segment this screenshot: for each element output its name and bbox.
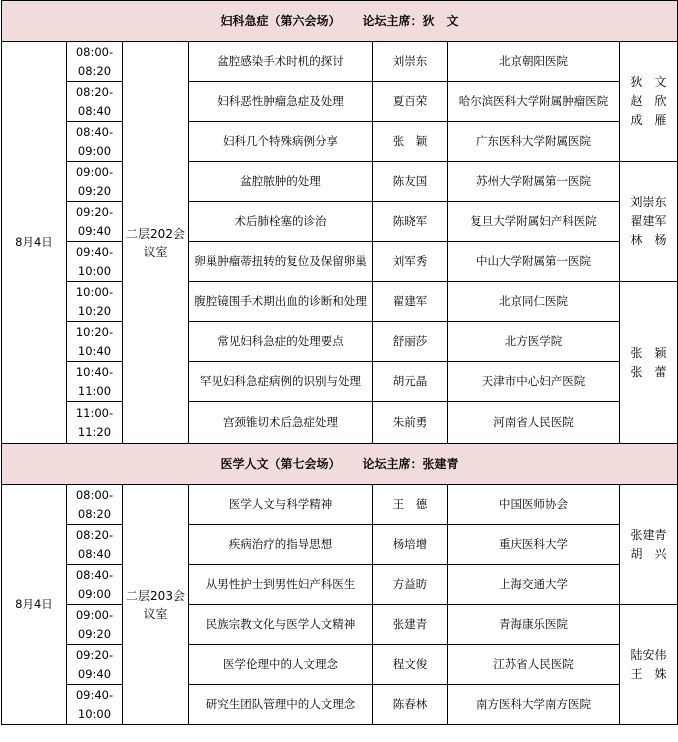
time-slot: 10:20-10:40 — [67, 322, 123, 362]
moderator-name: 狄 文 — [630, 75, 667, 89]
session-header-row — [2, 444, 678, 485]
time-slot: 09:00-09:20 — [67, 605, 123, 645]
moderator-group — [620, 42, 678, 162]
time-slot: 09:40-10:00 — [67, 685, 123, 725]
moderator-name: 张建青 — [630, 527, 667, 542]
moderator-name: 林 杨 — [630, 233, 667, 247]
time-slot: 09:00-09:20 — [67, 162, 123, 202]
schedule-row — [2, 402, 678, 444]
moderator-group — [620, 162, 678, 282]
speaker-name: 陈春林 — [373, 685, 448, 725]
moderator-group — [620, 605, 678, 725]
speaker-hospital: 北方医学院 — [448, 322, 620, 362]
speaker-hospital: 河南省人民医院 — [448, 402, 620, 444]
speaker-hospital: 北京朝阳医院 — [448, 42, 620, 82]
session-header — [2, 1, 678, 42]
talk-topic: 宫颈锥切术后急症处理 — [189, 402, 373, 444]
moderator-group — [620, 282, 678, 444]
speaker-hospital: 苏州大学附属第一医院 — [448, 162, 620, 202]
schedule-row — [2, 282, 678, 322]
speaker-hospital: 青海康乐医院 — [448, 605, 620, 645]
schedule-row — [2, 82, 678, 122]
talk-topic: 术后肺栓塞的诊治 — [189, 202, 373, 242]
talk-topic: 医学伦理中的人文理念 — [189, 645, 373, 685]
speaker-name: 朱前勇 — [373, 402, 448, 444]
speaker-name: 胡元晶 — [373, 362, 448, 402]
session-header-row — [2, 1, 678, 42]
chair-label: 论坛主席： — [362, 13, 423, 28]
session-date: 8月4日 — [2, 42, 67, 444]
talk-topic: 妇科恶性肿瘤急症及处理 — [189, 82, 373, 122]
talk-topic: 疾病治疗的指导思想 — [189, 525, 373, 565]
schedule-row — [2, 242, 678, 282]
schedule-row — [2, 162, 678, 202]
time-slot: 08:20-08:40 — [67, 525, 123, 565]
session-title: 妇科急症（第六会场） — [220, 13, 341, 28]
time-slot: 09:20-09:40 — [67, 645, 123, 685]
schedule-row — [2, 42, 678, 82]
time-slot: 10:40-11:00 — [67, 362, 123, 402]
talk-topic: 常见妇科急症的处理要点 — [189, 322, 373, 362]
schedule-row — [2, 322, 678, 362]
time-slot: 10:00-10:20 — [67, 282, 123, 322]
talk-topic: 研究生团队管理中的人文理念 — [189, 685, 373, 725]
speaker-hospital: 复旦大学附属妇产科医院 — [448, 202, 620, 242]
speaker-hospital: 江苏省人民医院 — [448, 645, 620, 685]
speaker-name: 翟建军 — [373, 282, 448, 322]
speaker-name: 程文俊 — [373, 645, 448, 685]
schedule-row — [2, 202, 678, 242]
time-slot: 08:40-09:00 — [67, 122, 123, 162]
time-slot: 08:40-09:00 — [67, 565, 123, 605]
session-date: 8月4日 — [2, 485, 67, 725]
session-title: 医学人文（第七会场） — [220, 456, 341, 471]
schedule-row — [2, 645, 678, 685]
speaker-name: 杨培增 — [373, 525, 448, 565]
schedule-row — [2, 122, 678, 162]
moderator-name: 胡 兴 — [630, 546, 667, 561]
speaker-hospital: 重庆医科大学 — [448, 525, 620, 565]
moderator-name: 赵 欣 — [630, 94, 667, 108]
speaker-name: 刘军秀 — [373, 242, 448, 282]
speaker-name: 方益昉 — [373, 565, 448, 605]
speaker-name: 张 颖 — [373, 122, 448, 162]
moderator-name: 张 颖 — [630, 345, 667, 360]
moderator-group — [620, 485, 678, 605]
moderator-name: 翟建军 — [630, 214, 667, 228]
moderator-name: 刘崇东 — [630, 195, 667, 209]
moderator-name: 陆安伟 — [630, 647, 667, 662]
schedule-row — [2, 525, 678, 565]
speaker-hospital: 中山大学附属第一医院 — [448, 242, 620, 282]
session-room: 二层202会议室 — [123, 42, 189, 444]
time-slot: 08:20-08:40 — [67, 82, 123, 122]
speaker-name: 张建青 — [373, 605, 448, 645]
time-slot: 09:20-09:40 — [67, 202, 123, 242]
speaker-name: 陈晓军 — [373, 202, 448, 242]
speaker-hospital: 北京同仁医院 — [448, 282, 620, 322]
talk-topic: 盆腔感染手术时机的探讨 — [189, 42, 373, 82]
speaker-hospital: 中国医师协会 — [448, 485, 620, 525]
talk-topic: 卵巢肿瘤蒂扭转的复位及保留卵巢 — [189, 242, 373, 282]
schedule-row — [2, 485, 678, 525]
speaker-name: 舒丽莎 — [373, 322, 448, 362]
talk-topic: 从男性护士到男性妇产科医生 — [189, 565, 373, 605]
chair-name: 狄 文 — [422, 13, 459, 28]
speaker-name: 刘崇东 — [373, 42, 448, 82]
schedule-row — [2, 685, 678, 725]
speaker-name: 王 德 — [373, 485, 448, 525]
chair-label: 论坛主席： — [362, 456, 423, 471]
moderator-name: 张 蕾 — [630, 364, 667, 379]
time-slot: 08:00-08:20 — [67, 485, 123, 525]
speaker-hospital: 上海交通大学 — [448, 565, 620, 605]
talk-topic: 民族宗教文化与医学人文精神 — [189, 605, 373, 645]
speaker-hospital: 南方医科大学南方医院 — [448, 685, 620, 725]
session-header — [2, 444, 678, 485]
talk-topic: 妇科几个特殊病例分享 — [189, 122, 373, 162]
schedule-table — [1, 0, 678, 725]
schedule-row — [2, 362, 678, 402]
talk-topic: 腹腔镜围手术期出血的诊断和处理 — [189, 282, 373, 322]
time-slot: 09:40-10:00 — [67, 242, 123, 282]
talk-topic: 罕见妇科急症病例的识别与处理 — [189, 362, 373, 402]
schedule-row — [2, 565, 678, 605]
speaker-name: 陈友国 — [373, 162, 448, 202]
speaker-name: 夏百荣 — [373, 82, 448, 122]
moderator-name: 成 雁 — [630, 113, 667, 127]
moderator-name: 王 姝 — [630, 666, 667, 681]
talk-topic: 医学人文与科学精神 — [189, 485, 373, 525]
schedule-row — [2, 605, 678, 645]
talk-topic: 盆腔脓肿的处理 — [189, 162, 373, 202]
speaker-hospital: 哈尔滨医科大学附属肿瘤医院 — [448, 82, 620, 122]
speaker-hospital: 天津市中心妇产医院 — [448, 362, 620, 402]
chair-name: 张建青 — [422, 456, 459, 471]
session-room: 二层203会议室 — [123, 485, 189, 725]
speaker-hospital: 广东医科大学附属医院 — [448, 122, 620, 162]
time-slot: 11:00-11:20 — [67, 402, 123, 444]
time-slot: 08:00-08:20 — [67, 42, 123, 82]
